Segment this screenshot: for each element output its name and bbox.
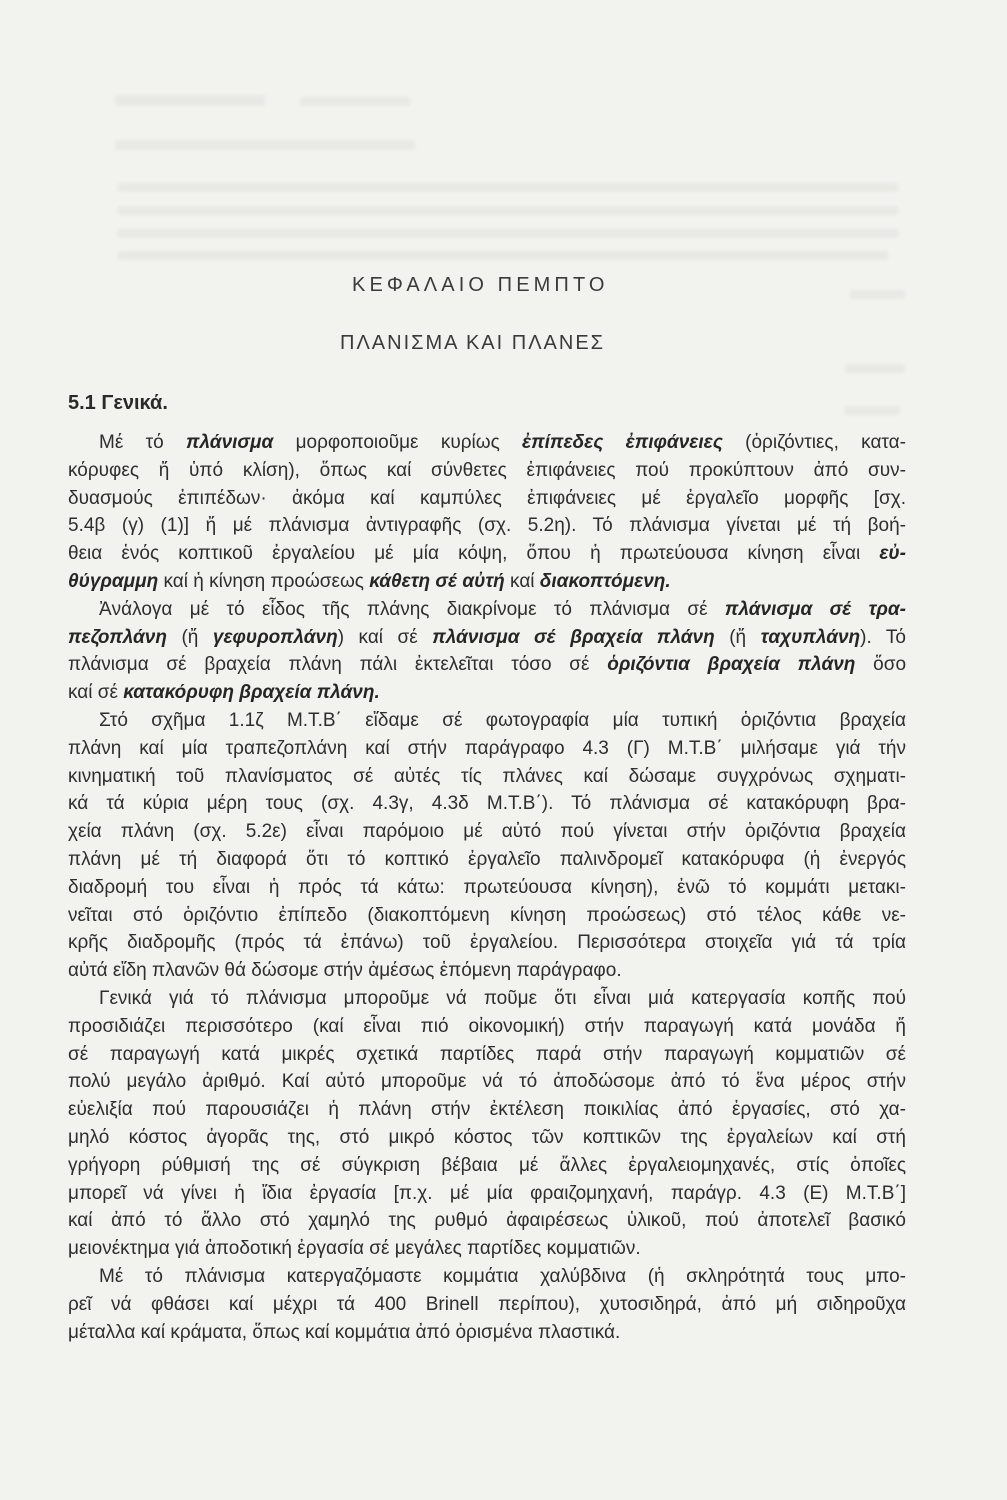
text-run: πλάνη καί μία τραπεζοπλάνη καί στήν παράγραφο 4.3 (Γ) Μ.Τ.Β΄ μιλήσαμε γιά τήν xyxy=(68,737,906,759)
text-run: κά τά κύρια μέρη τους (σχ. 4.3γ, 4.3δ Μ.Τ.Β΄). Τό πλάνισμα σέ κατακόρυφη βρα- xyxy=(68,793,906,815)
section-heading: 5.1 Γενικά. xyxy=(68,392,168,414)
text-run: Γενικά γιά τό πλάνισμα μποροῦμε νά ποῦμε ὅτι εἶναι μιά κατεργασία κοπῆς πού xyxy=(99,987,906,1009)
text-run: ὅσο xyxy=(855,654,907,676)
chapter-title: ΠΛΑΝΙΣΜΑ ΚΑΙ ΠΛΑΝΕΣ xyxy=(340,332,606,354)
bleed-through-mark xyxy=(115,95,265,106)
emphasized-term: κάθετη σέ αὐτή xyxy=(369,570,505,592)
text-line xyxy=(68,1291,906,1319)
text-run: (ἤ xyxy=(714,626,761,648)
text-line xyxy=(68,1180,906,1208)
text-run: ) καί σέ xyxy=(337,626,433,648)
bleed-through-mark xyxy=(300,97,410,106)
emphasized-term: ἐπίπεδες ἐπιφάνειες xyxy=(522,432,723,453)
text-run: Ἀνάλογα μέ τό εἶδος τῆς πλάνης διακρίνομε τό πλάνισμα σέ xyxy=(99,598,725,620)
text-run: χεία πλάνη (σχ. 5.2ε) εἶναι παρόμοιο μέ αὐτό πού γίνεται στήν ὁριζόντια βραχεία xyxy=(68,821,906,843)
paragraph xyxy=(68,707,906,985)
text-line xyxy=(68,512,906,540)
emphasized-term: πλάνισμα xyxy=(185,432,274,453)
text-run: μηλό κόστος ἀγορᾶς της, στό μικρό κόστος τῶν κοπτικῶν της ἐργαλείων καί στή xyxy=(68,1126,906,1148)
text-line xyxy=(68,1319,906,1347)
text-line xyxy=(68,763,906,791)
text-line xyxy=(68,957,906,985)
text-run: πολύ μεγάλο ἀριθμό. Καί αὐτό μποροῦμε νά τό ἀποδώσομε ἀπό τό ἕνα μέρος στήν xyxy=(68,1071,906,1093)
paragraph xyxy=(68,596,906,707)
text-line xyxy=(68,818,906,846)
text-run: πλάνισμα σέ βραχεία πλάνη πάλι ἐκτελεῖται τόσο σέ xyxy=(68,654,608,676)
text-run: μορφοποιοῦμε κυρίως xyxy=(273,432,523,453)
text-line xyxy=(68,1263,906,1291)
bleed-through-mark xyxy=(118,229,898,238)
text-line xyxy=(68,1207,906,1235)
text-line xyxy=(68,1041,906,1069)
text-run: κόρυφες ἤ ὑπό κλίση), ὅπως καί σύνθετες ἐπιφάνειες πού προκύπτουν ἀπό συν- xyxy=(68,459,906,481)
text-run: κρῆς διαδρομῆς (πρός τά ἐπάνω) τοῦ ἐργαλείου. Περισσότερα στοιχεῖα γιά τά τρία xyxy=(68,932,906,954)
emphasized-term: πλάνισμα σέ βραχεία πλάνη xyxy=(432,626,715,648)
bleed-through-mark xyxy=(850,290,905,299)
text-line xyxy=(68,1096,906,1124)
text-run: καί σέ xyxy=(68,682,124,704)
text-run: Στό σχῆμα 1.1ζ Μ.Τ.Β΄ εἴδαμε σέ φωτογραφία μία τυπική ὁριζόντια βραχεία xyxy=(99,709,906,731)
text-line xyxy=(68,540,906,568)
text-run: Μέ τό xyxy=(99,432,186,453)
text-line xyxy=(68,679,906,707)
text-run: (ὁριζόντιες, κατα- xyxy=(722,432,906,453)
paragraph xyxy=(68,1263,906,1346)
bleed-through-mark xyxy=(845,364,905,373)
paragraph xyxy=(68,985,906,1263)
emphasized-term: θύγραμμη xyxy=(68,570,159,592)
emphasized-term: ταχυπλάνη xyxy=(760,626,861,648)
text-run: (ἤ xyxy=(166,626,213,648)
text-run: 5.4β (γ) (1)] ἤ μέ πλάνισμα ἀντιγραφῆς (σχ. 5.2η). Τό πλάνισμα γίνεται μέ τή βοή- xyxy=(68,515,906,537)
text-run: νεῖται στό ὁριζόντιο ἐπίπεδο (διακοπτόμενη κίνηση προώσεως) στό τέλος κάθε νε- xyxy=(68,904,906,926)
text-line xyxy=(68,846,906,874)
paragraph xyxy=(68,429,906,596)
text-line xyxy=(68,1013,906,1041)
text-run: εὐελιξία πού παρουσιάζει ἡ πλάνη στήν ἐκτέλεση ποικιλίας ἀπό ἐργασίες, στό χα- xyxy=(68,1099,906,1121)
text-line xyxy=(68,1068,906,1096)
text-run: δυασμούς ἐπιπέδων· ἀκόμα καί καμπύλες ἐπιφάνειες μέ ἐργαλεῖο μορφῆς [σχ. xyxy=(68,487,906,509)
text-line xyxy=(68,874,906,902)
emphasized-term: εὐ- xyxy=(879,543,906,565)
text-line xyxy=(68,1152,906,1180)
text-run: ). Τό xyxy=(860,626,907,648)
text-line xyxy=(68,985,906,1013)
text-run: καί ἡ κίνηση προώσεως xyxy=(158,570,370,592)
text-run: ρεῖ νά φθάσει καί μέχρι τά 400 Brinell περίπου), χυτοσιδηρά, ἀπό μή σιδηροῦχα xyxy=(68,1293,906,1315)
text-line xyxy=(68,596,906,624)
text-line xyxy=(68,790,906,818)
text-run: μπορεῖ νά γίνει ἡ ἴδια ἐργασία [π.χ. μέ μία φραιζομηχανή, παράγρ. 4.3 (Ε) Μ.Τ.Β΄] xyxy=(68,1182,906,1204)
text-run: γρήγορη ρύθμισή της σέ σύγκριση βέβαια μέ ἄλλες ἐργαλειομηχανές, στίς ὁποῖες xyxy=(68,1154,906,1176)
text-run: σέ παραγωγή κατά μικρές σχετικά παρτίδες παρά στήν παραγωγή κομματιῶν σέ xyxy=(68,1043,906,1065)
text-run: προσιδιάζει περισσότερο (καί εἶναι πιό οἰκονομική) στήν παραγωγή κατά μονάδα ἤ xyxy=(68,1015,906,1037)
emphasized-term: πεζοπλάνη xyxy=(68,626,167,648)
text-line xyxy=(68,457,906,485)
bleed-through-mark xyxy=(118,251,888,260)
bleed-through-mark xyxy=(118,183,898,192)
text-line xyxy=(68,624,906,652)
text-run: καί ἀπό τό ἄλλο στό χαμηλό της ρυθμό ἀφαιρέσεως ὑλικοῦ, πού ἀποτελεῖ βασικό xyxy=(68,1210,906,1232)
text-line xyxy=(68,1235,906,1263)
text-run: μέταλλα καί κράματα, ὅπως καί κομμάτια ἀπό ὁρισμένα πλαστικά. xyxy=(68,1321,621,1343)
text-line xyxy=(68,735,906,763)
text-line xyxy=(68,929,906,957)
body-text xyxy=(68,429,906,1346)
bleed-through-mark xyxy=(115,140,415,150)
text-line xyxy=(68,902,906,930)
emphasized-term: διακοπτόμενη. xyxy=(539,570,671,592)
text-line xyxy=(68,707,906,735)
emphasized-term: κατακόρυφη βραχεία πλάνη. xyxy=(123,682,380,704)
text-run: καί xyxy=(504,570,540,592)
emphasized-term: ὁριζόντια βραχεία πλάνη xyxy=(607,654,856,676)
text-run: διαδρομή του εἶναι ἡ πρός τά κάτω: πρωτεύουσα κίνηση), ἐνῶ τό κομμάτι μετακι- xyxy=(68,876,906,898)
text-run: μειονέκτημα γιά ἀποδοτική ἐργασία σέ μεγάλες παρτίδες κομματιῶν. xyxy=(68,1238,641,1260)
text-line xyxy=(68,485,906,513)
bleed-through-mark xyxy=(118,206,898,215)
chapter-label: ΚΕΦΑΛΑΙΟ ΠΕΜΠΤΟ xyxy=(352,274,609,296)
text-run: Μέ τό πλάνισμα κατεργαζόμαστε κομμάτια χαλύβδινα (ἡ σκληρότητά τους μπο- xyxy=(99,1265,906,1287)
text-line xyxy=(68,651,906,679)
text-run: αὐτά εἴδη πλανῶν θά δώσομε στήν ἀμέσως ἑπόμενη παράγραφο. xyxy=(68,960,622,982)
emphasized-term: γεφυροπλάνη xyxy=(212,626,338,648)
bleed-through-mark xyxy=(845,406,900,415)
text-run: πλάνη μέ τή διαφορά ὅτι τό κοπτικό ἐργαλεῖο παλινδρομεῖ κατακόρυφα (ἡ ἐνεργός xyxy=(68,848,906,870)
text-line xyxy=(68,429,906,457)
text-run: κινηματική τοῦ πλανίσματος σέ αὐτές τίς πλάνες καί δώσαμε συγχρόνως σχηματι- xyxy=(68,765,906,787)
text-line xyxy=(68,1124,906,1152)
text-run: θεια ἑνός κοπτικοῦ ἐργαλείου μέ μία κόψη, ὅπου ἡ πρωτεύουσα κίνηση εἶναι xyxy=(68,543,880,565)
text-line xyxy=(68,568,906,596)
emphasized-term: πλάνισμα σέ τρα- xyxy=(724,598,907,620)
